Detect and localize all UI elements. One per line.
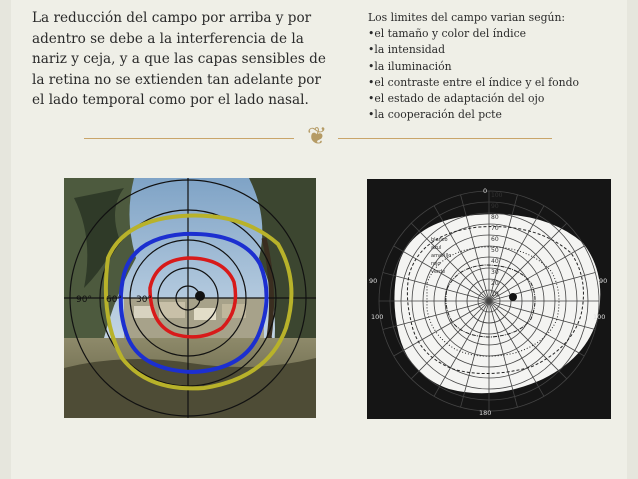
ring-label: 90° bbox=[76, 295, 92, 305]
angle-label: 50 bbox=[491, 247, 499, 254]
legend-item: amarillo bbox=[431, 253, 452, 259]
visual-field-photo-svg bbox=[64, 178, 316, 418]
angle-label: 10 bbox=[491, 291, 499, 298]
side-label-left-low: 100 bbox=[371, 313, 384, 321]
ring-label: 60° bbox=[106, 295, 122, 305]
side-label-bottom: 180 bbox=[479, 409, 492, 417]
legend-item: azul bbox=[431, 245, 442, 251]
field-limits-list bbox=[368, 10, 630, 123]
angle-label: 20 bbox=[491, 280, 499, 287]
perimetry-chart bbox=[367, 179, 611, 419]
angle-label: 30 bbox=[491, 269, 499, 276]
ornament-flourish-icon: ❦ bbox=[306, 122, 328, 150]
list-item: •la iluminación bbox=[368, 59, 452, 73]
side-label-left: 90 bbox=[369, 277, 378, 285]
legend-item: rojo bbox=[431, 261, 441, 267]
divider-right bbox=[338, 138, 552, 139]
angle-label: 90 bbox=[491, 203, 499, 210]
polar-grid bbox=[379, 191, 599, 411]
angle-label: 60 bbox=[491, 236, 499, 243]
list-item: •la intensidad bbox=[368, 43, 446, 57]
field-limits-heading: Los limites del campo varian según: bbox=[368, 11, 566, 24]
side-label-right-low: 100 bbox=[593, 313, 606, 321]
legend-item: verde bbox=[431, 269, 446, 275]
ring-label: 30° bbox=[136, 295, 152, 305]
slide-edge-left bbox=[0, 0, 11, 479]
left-paragraph: La reducción del campo por arriba y por adentro se debe a la interferencia de la nariz y ceja, y a que las capas sensibles de la retina no se extienden tan adelante por el lado temporal como por el lado nasal. bbox=[32, 10, 326, 108]
blind-spot bbox=[509, 293, 517, 301]
list-item: •el estado de adaptación del ojo bbox=[368, 92, 545, 106]
angle-label: 80 bbox=[491, 214, 499, 221]
visual-field-photo bbox=[64, 178, 316, 418]
angle-label: 100 bbox=[491, 192, 503, 199]
angle-label: 70 bbox=[491, 225, 499, 232]
side-label-top: 0 bbox=[483, 187, 488, 195]
list-item: •la cooperación del pcte bbox=[368, 108, 502, 122]
divider-left bbox=[84, 138, 294, 139]
blind-spot-marker bbox=[195, 291, 205, 301]
angle-label: 40 bbox=[491, 258, 499, 265]
perimetry-chart-svg bbox=[367, 179, 611, 419]
legend-item: blanco bbox=[431, 237, 448, 243]
side-label-right: 90 bbox=[599, 277, 608, 285]
list-item: •el contraste entre el índice y el fondo bbox=[368, 75, 580, 89]
list-item: •el tamaño y color del índice bbox=[368, 27, 526, 41]
